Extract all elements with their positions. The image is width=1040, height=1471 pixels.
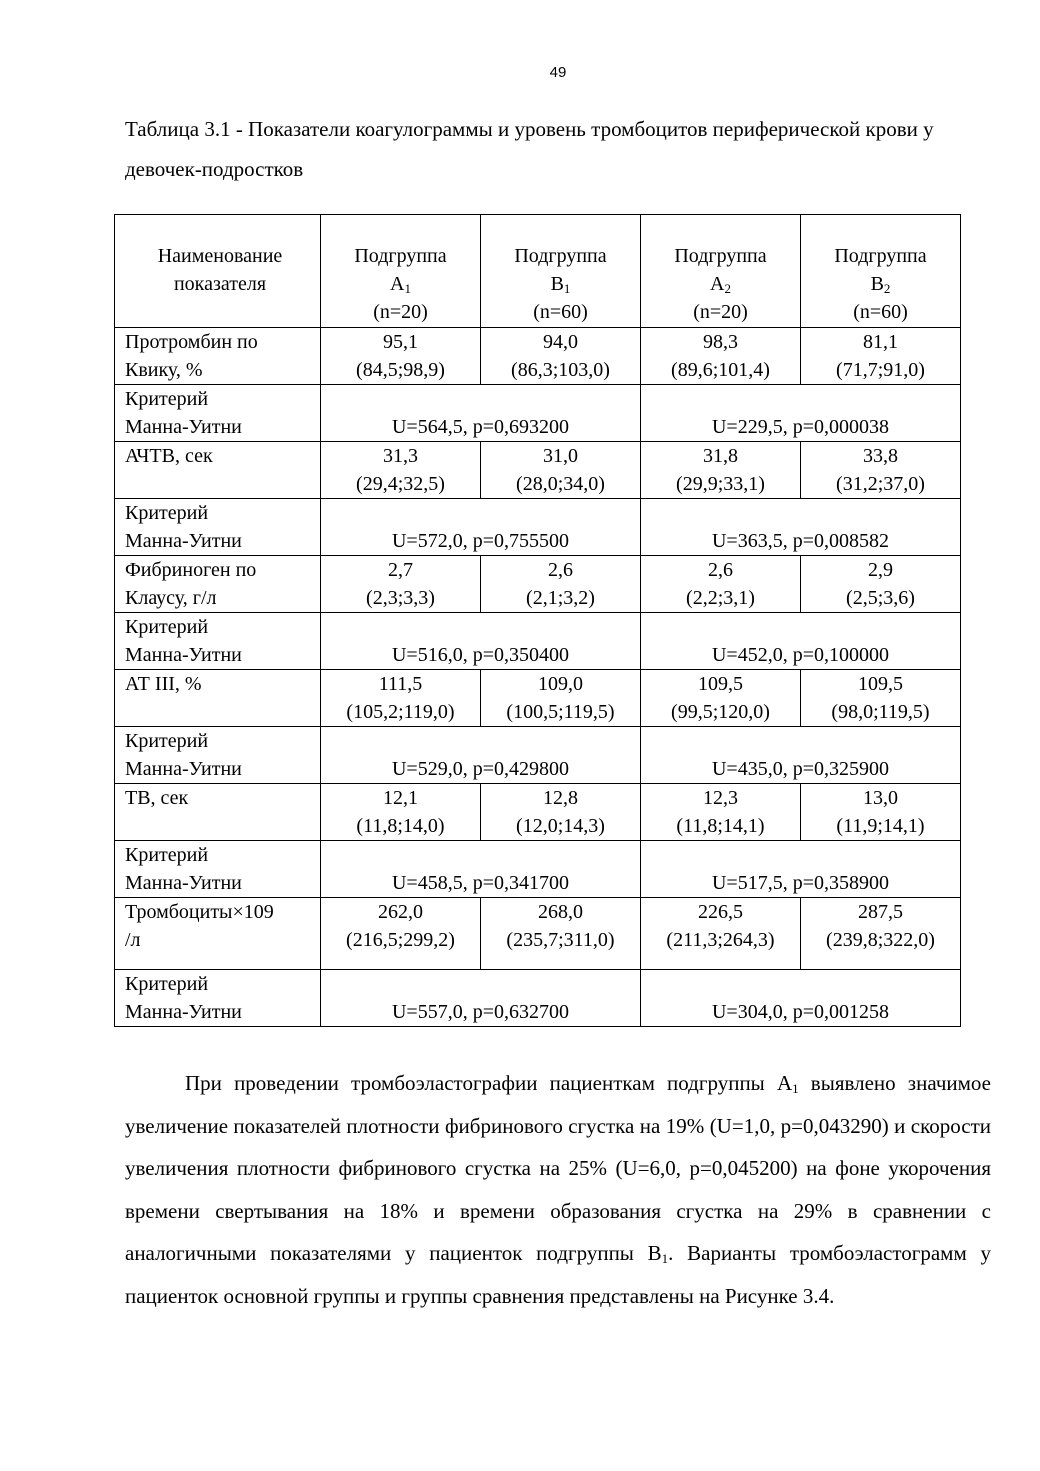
indicator-name-cell [115, 442, 321, 499]
criterion-name-cell [115, 841, 321, 898]
value-cell [321, 898, 481, 970]
criterion-row [115, 385, 961, 442]
value-cell [321, 442, 481, 499]
quartile-range: (98,0;119,5) [831, 701, 930, 723]
criterion-name-cell [115, 727, 321, 784]
indicator-name-line-1: Тромбоциты×109 [125, 901, 274, 923]
mann-whitney-a1-b1: U=458,5, p=0,341700 [321, 841, 641, 898]
median-value: 226,5 [698, 901, 743, 923]
header-group-letter-text: В [870, 273, 884, 295]
table-row [115, 670, 961, 727]
median-value: 2,6 [708, 559, 733, 581]
median-value: 13,0 [863, 787, 898, 809]
header-group-n: (n=60) [853, 301, 908, 323]
mann-whitney-a2-b2: U=435,0, p=0,325900 [641, 727, 961, 784]
header-group-cell [481, 215, 641, 328]
quartile-range: (2,3;3,3) [366, 587, 435, 609]
header-group-letter-text: А [390, 273, 405, 295]
quartile-range: (89,6;101,4) [671, 359, 770, 381]
indicator-name-cell [115, 898, 321, 970]
median-value: 31,8 [703, 445, 738, 467]
median-value: 98,3 [703, 331, 738, 353]
mann-whitney-a2-b2: U=304,0, p=0,001258 [641, 970, 961, 1027]
paragraph-text-2: выявлено значимое увеличение показателей плотности фибринового сгустка на 19% (U=1,0, p=0,043290) и скорости увеличения плотности фибринового сгустка на 25% (U=6,0, p=0,045200) на фоне укорочения времени свертывания на 18% и времени образования сгустка на 29% в сравнении с аналогичными показателями у пациенток подгруппы В [125, 1071, 991, 1265]
value-cell [321, 556, 481, 613]
mann-whitney-a2-b2: U=452,0, p=0,100000 [641, 613, 961, 670]
quartile-range: (100,5;119,5) [506, 701, 615, 723]
header-group-letter-text: В [550, 273, 564, 295]
value-cell [321, 784, 481, 841]
criterion-name-cell [115, 499, 321, 556]
paragraph-text-1: При проведении тромбоэластографии пациенткам подгруппы А [185, 1071, 793, 1095]
indicator-name-line-1: Фибриноген по [125, 559, 257, 581]
header-name: Наименование показателя [157, 245, 283, 295]
quartile-range: (239,8;322,0) [826, 929, 935, 951]
value-cell [481, 898, 641, 970]
criterion-name-cell [115, 970, 321, 1027]
value-cell [321, 670, 481, 727]
table-row [115, 898, 961, 970]
coagulogram-table [114, 214, 961, 1027]
quartile-range: (211,3;264,3) [666, 929, 775, 951]
criterion-row [115, 499, 961, 556]
median-value: 31,3 [383, 445, 418, 467]
criterion-label-1: Критерий [125, 616, 209, 638]
paragraph-sub-2: 1 [661, 1251, 669, 1266]
value-cell [801, 328, 961, 385]
table-header-row [115, 215, 961, 328]
header-group-letter-sub: 2 [724, 281, 731, 296]
criterion-label-2: Манна-Уитни [125, 758, 242, 780]
header-group-letter-sub: 2 [883, 281, 891, 296]
header-group-word: Подгруппа [354, 245, 447, 267]
header-name-cell [115, 215, 321, 328]
value-cell [481, 556, 641, 613]
indicator-name-line-1: АЧТВ, сек [125, 445, 213, 467]
table-row [115, 328, 961, 385]
value-cell [481, 670, 641, 727]
quartile-range: (105,2;119,0) [346, 701, 455, 723]
header-group-letter [326, 270, 475, 298]
value-cell [321, 328, 481, 385]
median-value: 2,9 [868, 559, 893, 581]
value-cell [641, 442, 801, 499]
page-number: 49 [549, 64, 567, 81]
indicator-name-line-2: /л [125, 929, 141, 951]
indicator-name-line-2: Клаусу, г/л [125, 587, 217, 609]
median-value: 95,1 [383, 331, 418, 353]
indicator-name-line-1: ТВ, сек [125, 787, 189, 809]
quartile-range: (31,2;37,0) [836, 473, 925, 495]
median-value: 12,1 [383, 787, 418, 809]
criterion-label-2: Манна-Уитни [125, 416, 242, 438]
median-value: 81,1 [863, 331, 898, 353]
header-group-cell [321, 215, 481, 328]
table-row [115, 442, 961, 499]
quartile-range: (11,9;14,1) [836, 815, 925, 837]
header-group-cell [641, 215, 801, 328]
table-caption: Таблица 3.1 - Показатели коагулограммы и уровень тромбоцитов периферической крови у девочек-подростков [125, 117, 934, 181]
criterion-label-1: Критерий [125, 730, 209, 752]
header-group-word: Подгруппа [834, 245, 927, 267]
body-text [125, 1062, 991, 1317]
paragraph [125, 1062, 991, 1317]
value-cell [641, 556, 801, 613]
header-group-letter-sub: 1 [563, 281, 571, 296]
mann-whitney-a2-b2: U=363,5, p=0,008582 [641, 499, 961, 556]
value-cell [801, 898, 961, 970]
quartile-range: (86,3;103,0) [511, 359, 610, 381]
quartile-range: (71,7;91,0) [836, 359, 925, 381]
quartile-range: (29,4;32,5) [356, 473, 445, 495]
median-value: 2,6 [548, 559, 573, 581]
median-value: 12,8 [543, 787, 578, 809]
quartile-range: (11,8;14,0) [356, 815, 445, 837]
header-group-letter-text: А [710, 273, 725, 295]
header-group-letter-sub: 1 [404, 281, 411, 296]
quartile-range: (2,5;3,6) [846, 587, 915, 609]
median-value: 109,5 [698, 673, 743, 695]
value-cell [481, 328, 641, 385]
criterion-row [115, 727, 961, 784]
header-group-n: (n=20) [373, 301, 428, 323]
criterion-row [115, 841, 961, 898]
indicator-name-line-2: Квику, % [125, 359, 203, 381]
criterion-label-1: Критерий [125, 388, 209, 410]
quartile-range: (235,7;311,0) [506, 929, 615, 951]
value-cell [641, 328, 801, 385]
value-cell [801, 670, 961, 727]
indicator-name-cell [115, 556, 321, 613]
table-row [115, 556, 961, 613]
median-value: 31,0 [543, 445, 578, 467]
header-group-cell [801, 215, 961, 328]
median-value: 111,5 [378, 673, 423, 695]
quartile-range: (11,8;14,1) [676, 815, 765, 837]
indicator-name-cell [115, 328, 321, 385]
value-cell [641, 670, 801, 727]
header-group-letter [486, 270, 635, 298]
mann-whitney-a1-b1: U=564,5, p=0,693200 [321, 385, 641, 442]
value-cell [641, 898, 801, 970]
mann-whitney-a2-b2: U=517,5, p=0,358900 [641, 841, 961, 898]
median-value: 287,5 [858, 901, 903, 923]
header-group-letter [806, 270, 955, 298]
indicator-name-cell [115, 670, 321, 727]
criterion-label-1: Критерий [125, 844, 209, 866]
quartile-range: (99,5;120,0) [671, 701, 770, 723]
mann-whitney-a1-b1: U=529,0, p=0,429800 [321, 727, 641, 784]
median-value: 12,3 [703, 787, 738, 809]
value-cell [801, 556, 961, 613]
value-cell [801, 784, 961, 841]
median-value: 109,0 [538, 673, 583, 695]
criterion-label-2: Манна-Уитни [125, 530, 242, 552]
quartile-range: (2,1;3,2) [526, 587, 595, 609]
mann-whitney-a2-b2: U=229,5, p=0,000038 [641, 385, 961, 442]
quartile-range: (29,9;33,1) [676, 473, 765, 495]
median-value: 94,0 [543, 331, 578, 353]
paragraph-text-3: . Варианты тромбоэластограмм у пациенток основной группы и группы сравнения представлены на Рисунке 3.4. [125, 1241, 991, 1308]
indicator-name-line-1: Протромбин по [125, 331, 258, 353]
criterion-label-1: Критерий [125, 502, 209, 524]
median-value: 262,0 [378, 901, 423, 923]
value-cell [481, 442, 641, 499]
value-cell [801, 442, 961, 499]
header-group-word: Подгруппа [674, 245, 767, 267]
criterion-label-1: Критерий [125, 973, 209, 995]
indicator-name-line-1: АТ III, % [125, 673, 202, 695]
header-group-n: (n=60) [533, 301, 588, 323]
quartile-range: (84,5;98,9) [356, 359, 445, 381]
mann-whitney-a1-b1: U=572,0, p=0,755500 [321, 499, 641, 556]
quartile-range: (2,2;3,1) [686, 587, 755, 609]
header-group-n: (n=20) [693, 301, 748, 323]
value-cell [641, 784, 801, 841]
criterion-name-cell [115, 385, 321, 442]
quartile-range: (28,0;34,0) [516, 473, 605, 495]
mann-whitney-a1-b1: U=516,0, p=0,350400 [321, 613, 641, 670]
table-row [115, 784, 961, 841]
quartile-range: (216,5;299,2) [346, 929, 455, 951]
header-group-letter [646, 270, 795, 298]
median-value: 2,7 [388, 559, 413, 581]
quartile-range: (12,0;14,3) [516, 815, 605, 837]
criterion-label-2: Манна-Уитни [125, 1001, 242, 1023]
criterion-row [115, 970, 961, 1027]
criterion-row [115, 613, 961, 670]
indicator-name-cell [115, 784, 321, 841]
mann-whitney-a1-b1: U=557,0, p=0,632700 [321, 970, 641, 1027]
header-group-word: Подгруппа [514, 245, 607, 267]
criterion-name-cell [115, 613, 321, 670]
value-cell [481, 784, 641, 841]
median-value: 109,5 [858, 673, 903, 695]
median-value: 268,0 [538, 901, 583, 923]
median-value: 33,8 [863, 445, 898, 467]
criterion-label-2: Манна-Уитни [125, 872, 242, 894]
criterion-label-2: Манна-Уитни [125, 644, 242, 666]
paragraph-sub-1: 1 [792, 1081, 799, 1096]
